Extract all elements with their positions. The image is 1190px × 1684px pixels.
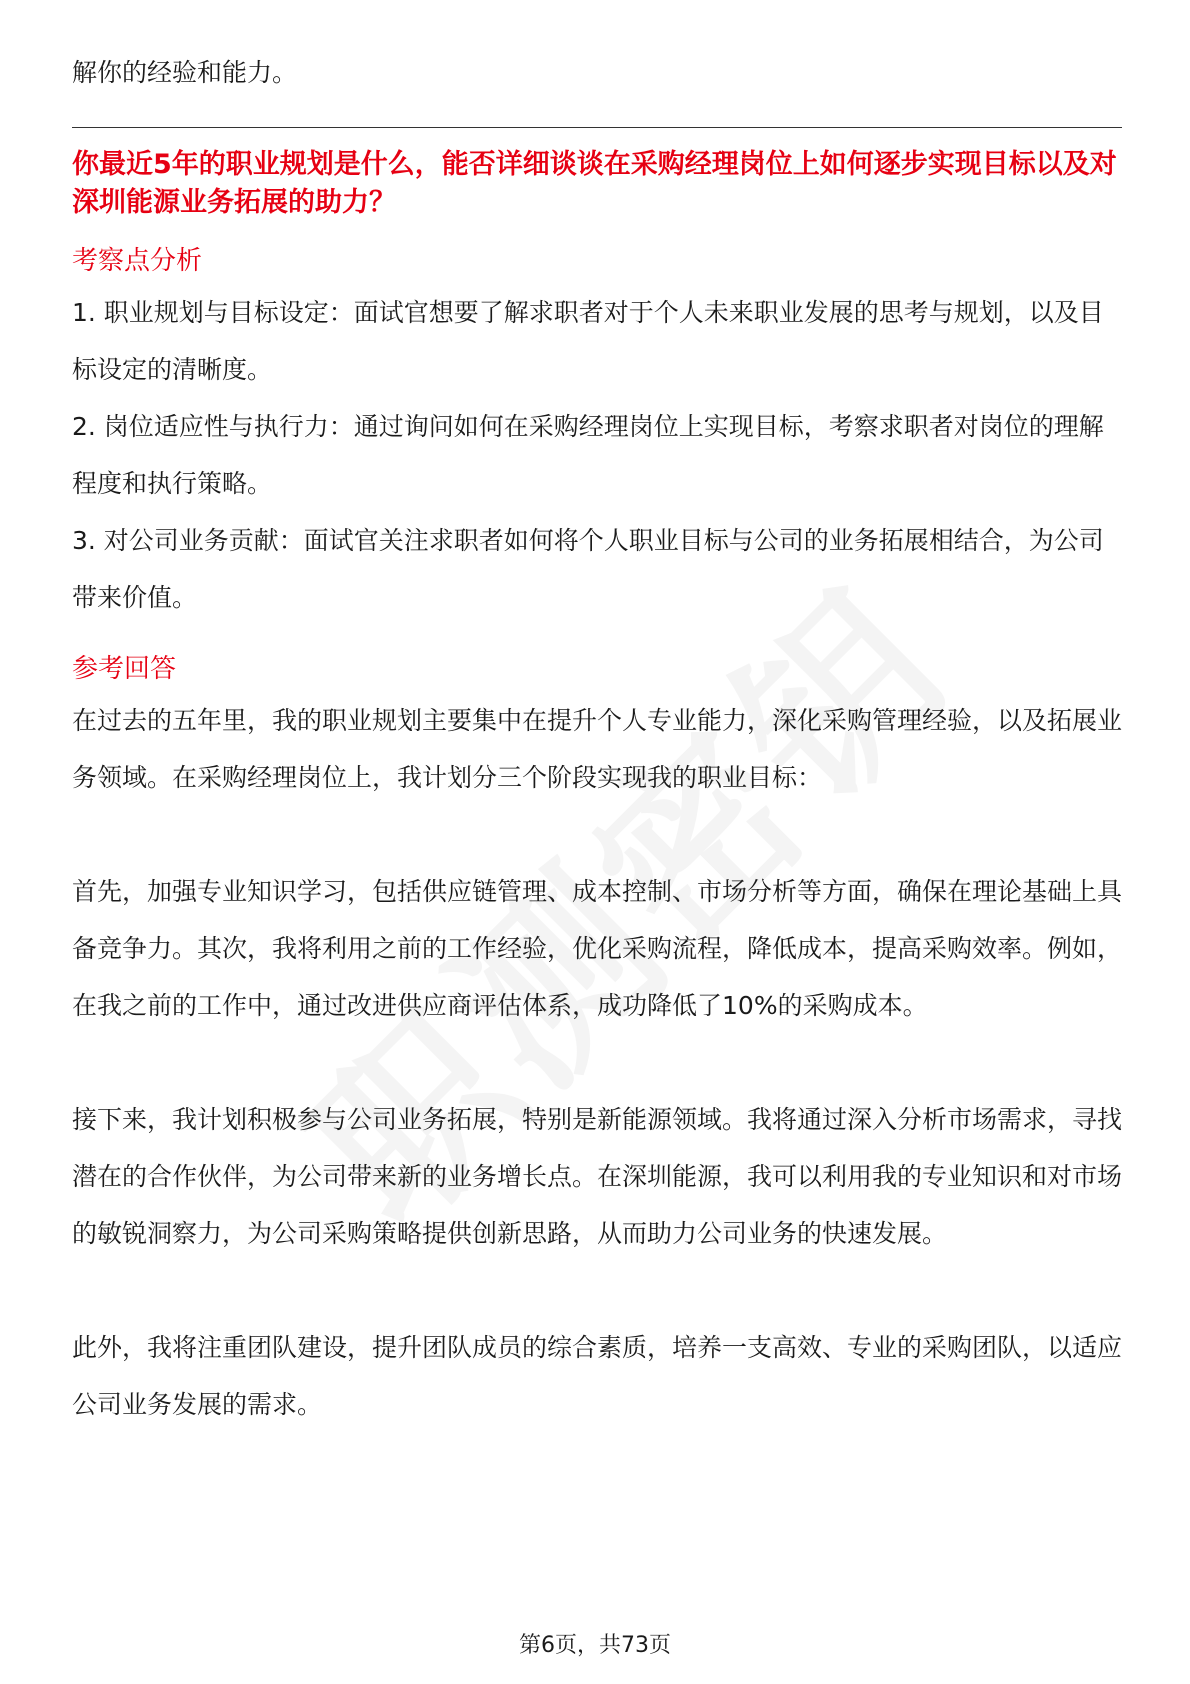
- answer-paragraph: 在过去的五年里，我的职业规划主要集中在提升个人专业能力，深化采购管理经验，以及拓展业务领域。在采购经理岗位上，我计划分三个阶段实现我的职业目标：: [72, 706, 1123, 792]
- answer-paragraph: 此外，我将注重团队建设，提升团队成员的综合素质，培养一支高效、专业的采购团队，以适应公司业务发展的需求。: [72, 1333, 1123, 1419]
- analysis-point: 2. 岗位适应性与执行力：通过询问如何在采购经理岗位上实现目标，考察求职者对岗位的理解程度和执行策略。: [72, 412, 1104, 498]
- analysis-point: 3. 对公司业务贡献：面试官关注求职者如何将个人职业目标与公司的业务拓展相结合，为公司带来价值。: [72, 526, 1104, 612]
- intro-tail-text: 解你的经验和能力。: [72, 58, 298, 87]
- page-number: 第6页，共73页: [519, 1633, 671, 1658]
- analysis-point: 1. 职业规划与目标设定：面试官想要了解求职者对于个人未来职业发展的思考与规划，以及目标设定的清晰度。: [72, 298, 1104, 384]
- answer-paragraph: 首先，加强专业知识学习，包括供应链管理、成本控制、市场分析等方面，确保在理论基础上具备竞争力。其次，我将利用之前的工作经验，优化采购流程，降低成本，提高采购效率。例如，在我之前的工作中，通过改进供应商评估体系，成功降低了10%的采购成本。: [72, 877, 1123, 1020]
- analysis-points: [72, 284, 1122, 626]
- analysis-heading: 考察点分析: [72, 246, 203, 276]
- answer-body: [72, 692, 1122, 1433]
- answer-paragraph: 接下来，我计划积极参与公司业务拓展，特别是新能源领域。我将通过深入分析市场需求，寻找潜在的合作伙伴，为公司带来新的业务增长点。在深圳能源，我可以利用我的专业知识和对市场的敏锐洞察力，为公司采购策略提供创新思路，从而助力公司业务的快速发展。: [72, 1105, 1123, 1248]
- answer-heading: 参考回答: [72, 654, 177, 684]
- page-content: [72, 44, 1122, 1433]
- section-divider: [72, 127, 1122, 128]
- question-title: 你最近5年的职业规划是什么，能否详细谈谈在采购经理岗位上如何逐步实现目标以及对深圳能源业务拓展的助力？: [72, 149, 1117, 218]
